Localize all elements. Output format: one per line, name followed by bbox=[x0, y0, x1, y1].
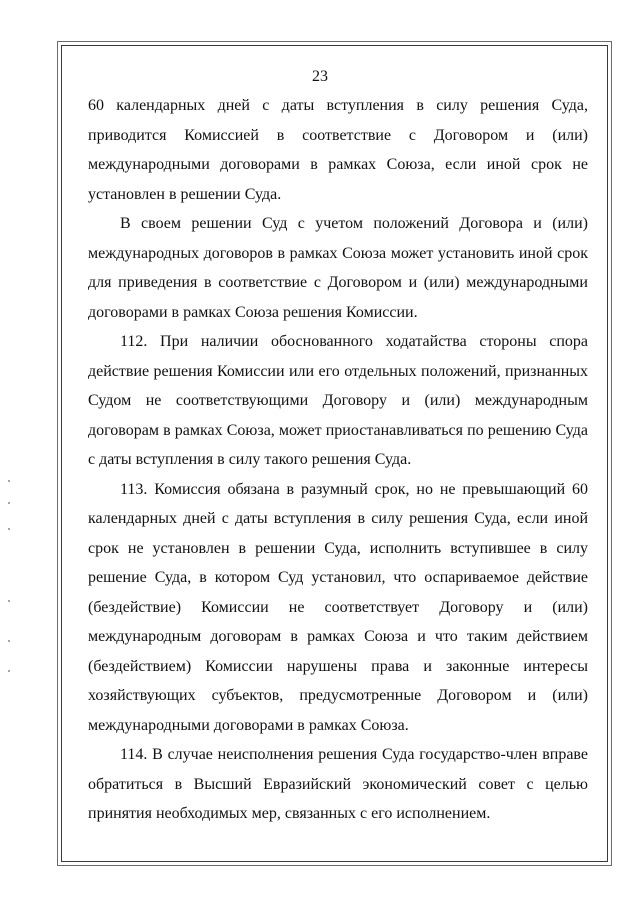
paragraph-continuation: 60 календарных дней с даты вступления в силу решения Суда, приводится Комиссией в соответствие с Договором и (или) международными договорами в рамках Союза, если иной срок не установлен в решении Суда. bbox=[88, 97, 588, 203]
paragraph: В своем решении Суд с учетом положений Договора и (или) международных договоров в рамках Союза может установить иной срок для приведения в соответствие с Договором и (или) международными договорами в рамках Союза решения Комиссии. bbox=[88, 215, 588, 321]
paragraph-item-113: 113. Комиссия обязана в разумный срок, но не превышающий 60 календарных дней с даты вступления в силу решения Суда, если иной срок не установлен в решении Суда, исполнить вступившее в силу решение Суда, в котором Суд установил, что оспариваемое действие (бездействие) Комиссии не соответствует Договору и (или) международным договорам в рамках Союза и что таким действием (бездействием) Комиссии нарушены права и законные интересы хозяйствующих субъектов, предусмотренные Договором и (или) международными договорами в рамках Союза. bbox=[88, 480, 588, 734]
paragraph-item-114: 114. В случае неисполнения решения Суда государство-член вправе обратиться в Высший Евразийский экономический совет с целью принятия необходимых мер, связанных с его исполнением. bbox=[88, 746, 588, 822]
page-number: 23 bbox=[312, 68, 328, 85]
paragraph-item-112: 112. При наличии обоснованного ходатайства стороны спора действие решения Комиссии или его отдельных положений, признанных Судом не соответствующими Договору и (или) международным договорам в рамках Союза, может приостанавливаться по решению Суда с даты вступления в силу такого решения Суда. bbox=[88, 333, 588, 468]
document-body bbox=[88, 91, 588, 829]
binding-marks bbox=[8, 480, 11, 680]
